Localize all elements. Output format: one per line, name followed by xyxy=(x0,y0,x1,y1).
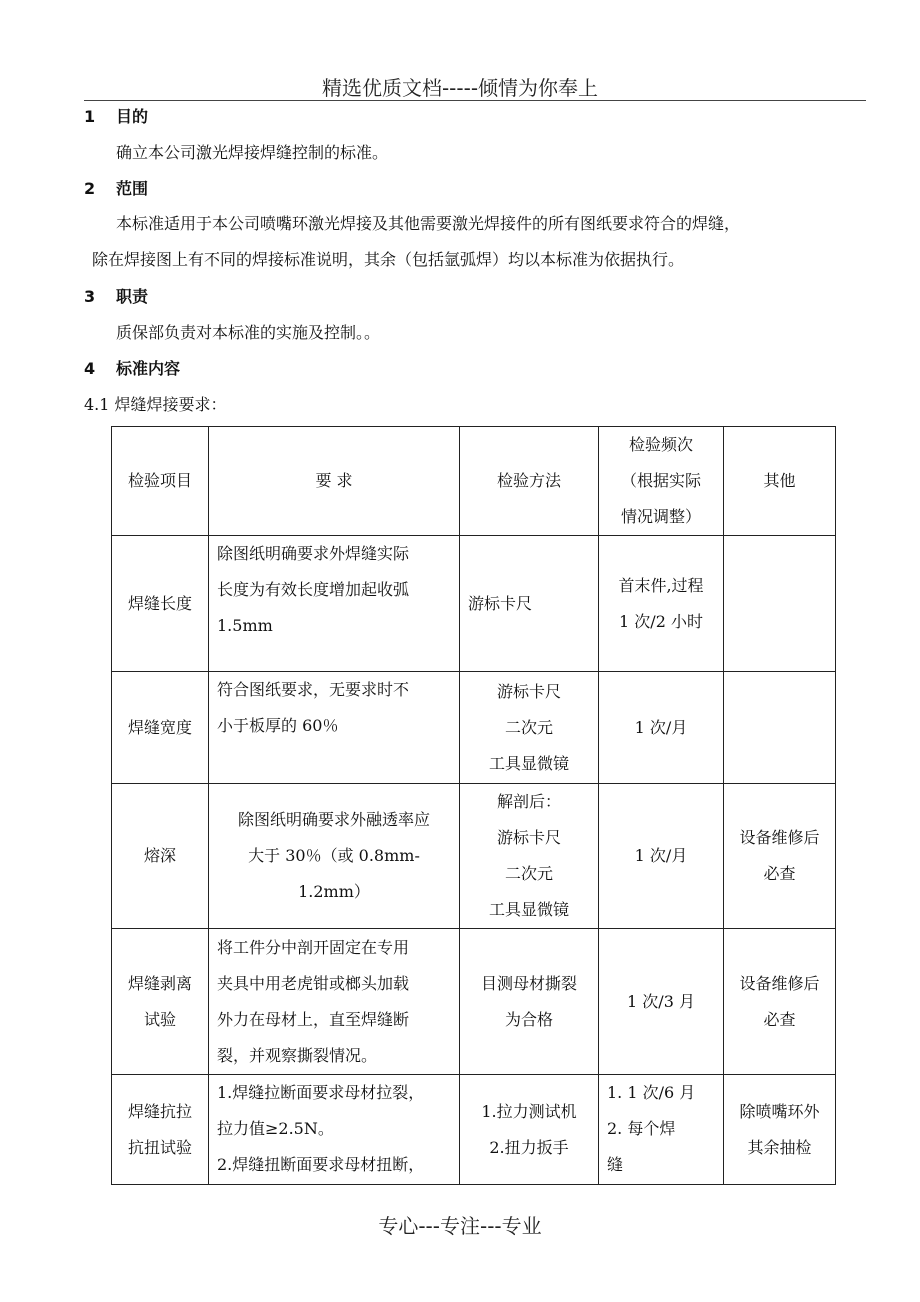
table-row xyxy=(112,929,836,1075)
cell-line: 裂，并观察撕裂情况。 xyxy=(217,1045,378,1065)
header-other: 其他 xyxy=(724,427,836,536)
cell-line: 工具显微镜 xyxy=(488,900,569,919)
page-footer: 专心---专注---专业 xyxy=(378,1214,542,1238)
cell-requirement xyxy=(209,784,460,929)
cell-item xyxy=(112,536,209,672)
cell-frequency xyxy=(599,536,724,672)
table-header-row xyxy=(112,427,836,536)
cell-line: 游标卡尺 xyxy=(496,828,561,847)
cell-requirement xyxy=(209,929,460,1075)
section-2-text-line-2: 除在焊接图上有不同的焊接标准说明，其余（包括氩弧焊）均以本标准为依据执行。 xyxy=(92,250,685,269)
cell-line: 外力在母材上，直至焊缝断 xyxy=(217,1009,410,1029)
cell-frequency xyxy=(599,1075,724,1185)
cell-line: 1.焊缝拉断面要求母材拉裂， xyxy=(217,1083,425,1102)
cell-frequency xyxy=(599,672,724,784)
header-requirement: 要 求 xyxy=(209,427,460,536)
cell-item xyxy=(112,672,209,784)
cell-line: 2. 每个焊 xyxy=(607,1119,676,1138)
cell-item xyxy=(112,1075,209,1185)
cell-requirement xyxy=(209,536,460,672)
cell-method xyxy=(460,784,599,929)
cell-line: 1 次/2 小时 xyxy=(619,611,703,631)
cell-line: 必查 xyxy=(763,1009,796,1029)
cell-line: 设备维修后 xyxy=(739,828,820,847)
cell-line: 焊缝剥离 xyxy=(127,973,192,993)
cell-line: 焊缝长度 xyxy=(127,593,192,613)
cell-line: 除图纸明确要求外融透率应 xyxy=(237,810,430,829)
section-2-title: 范围 xyxy=(116,179,149,198)
cell-line: 2.焊缝扭断面要求母材扭断， xyxy=(217,1155,425,1174)
cell-line: 必查 xyxy=(763,864,796,883)
cell-item xyxy=(112,929,209,1075)
cell-line: 长度为有效长度增加起收弧 xyxy=(217,580,410,599)
table-row xyxy=(112,1075,836,1185)
section-3-title: 职责 xyxy=(116,287,149,306)
page-header-title: 精选优质文档-----倾情为你奉上 xyxy=(321,76,599,100)
cell-line: 焊缝抗拉 xyxy=(127,1101,192,1121)
section-2-text-line-1: 本标准适用于本公司喷嘴环激光焊接及其他需要激光焊接件的所有图纸要求符合的焊缝， xyxy=(116,214,741,233)
cell-line: 1 次/月 xyxy=(634,846,688,865)
weld-requirements-table xyxy=(111,426,836,1185)
section-1-number: 1 xyxy=(84,107,96,126)
cell-requirement xyxy=(209,1075,460,1185)
cell-line: 2.扭力扳手 xyxy=(489,1137,569,1157)
cell-line: 其余抽检 xyxy=(747,1137,812,1157)
cell-line: 游标卡尺 xyxy=(496,681,561,701)
cell-line: 缝 xyxy=(607,1155,624,1174)
header-frequency xyxy=(599,427,724,536)
cell-item xyxy=(112,784,209,929)
cell-line: 1. 1 次/6 月 xyxy=(607,1083,696,1102)
cell-line: 为合格 xyxy=(504,1009,553,1029)
section-2-number: 2 xyxy=(84,179,96,198)
cell-line: 二次元 xyxy=(504,864,553,883)
cell-other xyxy=(724,536,836,672)
table-row xyxy=(112,672,836,784)
cell-line: 解剖后： xyxy=(496,792,561,811)
cell-frequency xyxy=(599,784,724,929)
cell-line: 二次元 xyxy=(504,717,553,737)
cell-line: 设备维修后 xyxy=(739,973,820,993)
section-3-text: 质保部负责对本标准的实施及控制。。 xyxy=(116,323,381,342)
cell-line: 1.5mm xyxy=(217,616,273,635)
section-1-text: 确立本公司激光焊接焊缝控制的标准。 xyxy=(116,143,389,162)
cell-method xyxy=(460,929,599,1075)
section-4-number: 4 xyxy=(84,359,96,378)
cell-line: 将工件分中剖开固定在专用 xyxy=(217,937,410,957)
header-item: 检验项目 xyxy=(112,427,209,536)
section-1-heading xyxy=(84,104,148,127)
section-2-heading xyxy=(84,176,148,199)
cell-line: 夹具中用老虎钳或榔头加载 xyxy=(217,973,410,993)
cell-other xyxy=(724,929,836,1075)
header-frequency-line: 检验频次 xyxy=(628,435,693,454)
cell-line: 拉力值≥2.5N。 xyxy=(217,1119,334,1138)
section-4-1-heading: 4.1 焊缝焊接要求： xyxy=(84,395,227,414)
cell-line: 游标卡尺 xyxy=(468,593,533,613)
header-divider xyxy=(84,100,866,101)
cell-method xyxy=(460,1075,599,1185)
cell-line: 大于 30％（或 0.8mm- xyxy=(248,846,420,865)
cell-other xyxy=(724,784,836,929)
cell-line: 首末件,过程 xyxy=(618,575,704,595)
cell-line: 熔深 xyxy=(143,846,176,865)
cell-line: 除喷嘴环外 xyxy=(739,1101,820,1121)
cell-line: 焊缝宽度 xyxy=(127,717,192,737)
cell-other xyxy=(724,672,836,784)
cell-other xyxy=(724,1075,836,1185)
cell-line: 试验 xyxy=(143,1009,176,1029)
cell-line: 目测母材撕裂 xyxy=(480,973,577,993)
table-row xyxy=(112,536,836,672)
header-frequency-line: 情况调整） xyxy=(620,507,701,526)
cell-line: 1 次/月 xyxy=(634,717,688,737)
table-row xyxy=(112,784,836,929)
cell-line: 符合图纸要求，无要求时不 xyxy=(217,680,410,699)
cell-line: 1.拉力测试机 xyxy=(481,1101,577,1121)
cell-line: 1 次/3 月 xyxy=(627,991,695,1011)
header-method: 检验方法 xyxy=(460,427,599,536)
section-4-heading xyxy=(84,356,180,379)
section-1-title: 目的 xyxy=(116,107,149,126)
cell-line: 抗扭试验 xyxy=(127,1137,192,1157)
cell-line: 工具显微镜 xyxy=(488,753,569,773)
cell-requirement xyxy=(209,672,460,784)
section-4-title: 标准内容 xyxy=(116,359,181,378)
cell-method xyxy=(460,536,599,672)
header-frequency-line: （根据实际 xyxy=(620,471,701,490)
cell-frequency xyxy=(599,929,724,1075)
cell-line: 除图纸明确要求外焊缝实际 xyxy=(217,544,410,563)
section-3-number: 3 xyxy=(84,287,96,306)
cell-line: 小于板厚的 60％ xyxy=(217,716,339,735)
section-3-heading xyxy=(84,284,148,307)
cell-line: 1.2mm） xyxy=(298,882,370,901)
cell-method xyxy=(460,672,599,784)
